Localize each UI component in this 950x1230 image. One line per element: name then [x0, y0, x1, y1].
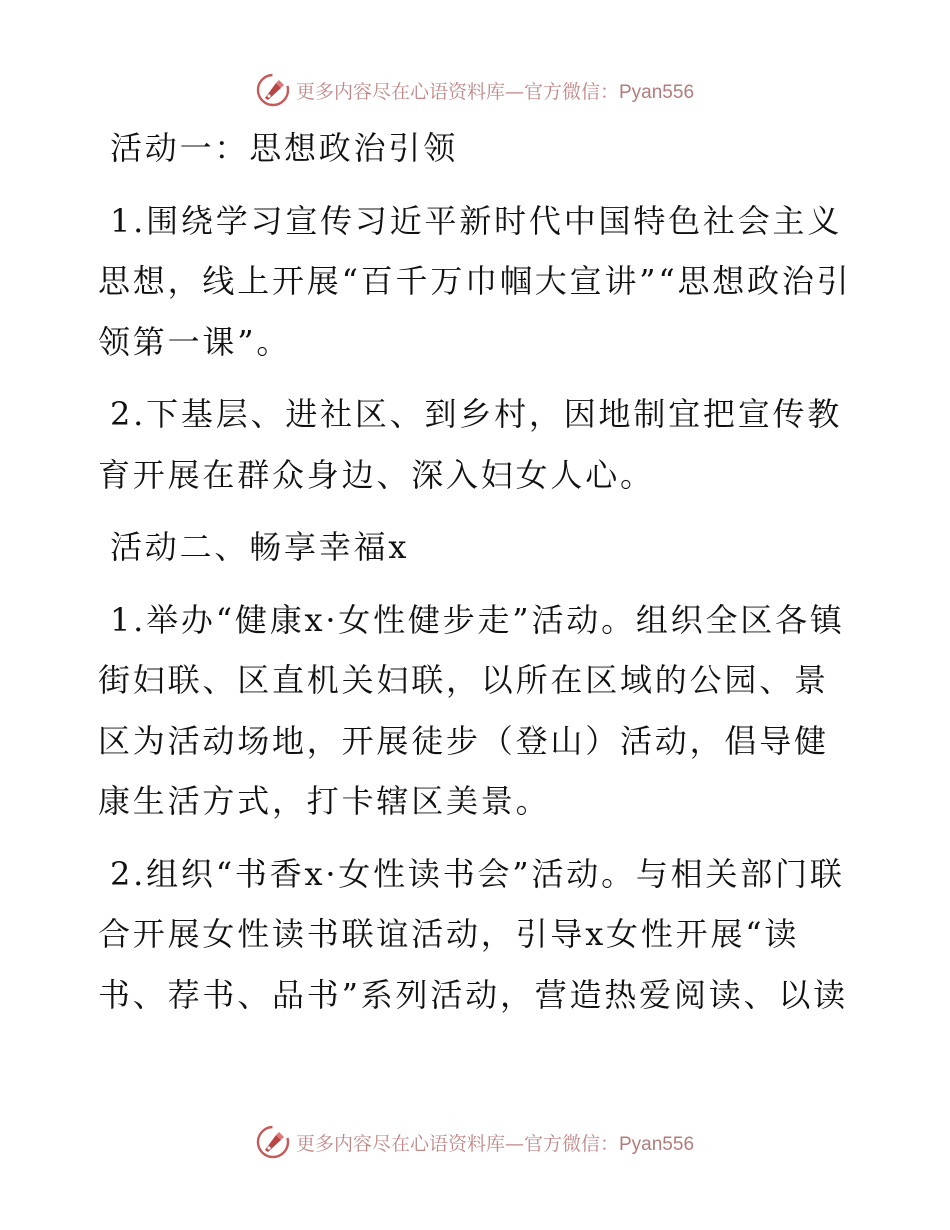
section-heading-2: 活动二、畅享幸福x [110, 528, 410, 566]
pen-nib-logo-icon [256, 73, 290, 107]
watermark-text: 更多内容尽在心语资料库—官方微信：Pyan556 [295, 1132, 695, 1155]
document-body [98, 118, 858, 1037]
pen-nib-logo-icon [256, 1125, 290, 1159]
footer-watermark [0, 1122, 950, 1162]
paragraph: 2.下基层、进社区、到乡村，因地制宜把宣传教育开展在群众身边、深入妇女人心。 [98, 395, 843, 494]
watermark-text: 更多内容尽在心语资料库—官方微信：Pyan556 [295, 80, 695, 103]
paragraph: 1.围绕学习宣传习近平新时代中国特色社会主义思想，线上开展“百千万巾帼大宣讲”“思想政治引领第一课”。 [98, 201, 852, 361]
section-heading-1: 活动一：思想政治引领 [110, 129, 459, 167]
header-watermark [0, 70, 950, 110]
paragraph: 1.举办“健康x·女性健步走”活动。组织全区各镇街妇联、区直机关妇联，以所在区域的公园、景区为活动场地，开展徒步（登山）活动，倡导健康生活方式，打卡辖区美景。 [98, 600, 845, 820]
paragraph: 2.组织“书香x·女性读书会”活动。与相关部门联合开展女性读书联谊活动，引导x女性开展“读书、荐书、品书”系列活动，营造热爱阅读、以读 [98, 854, 848, 1014]
